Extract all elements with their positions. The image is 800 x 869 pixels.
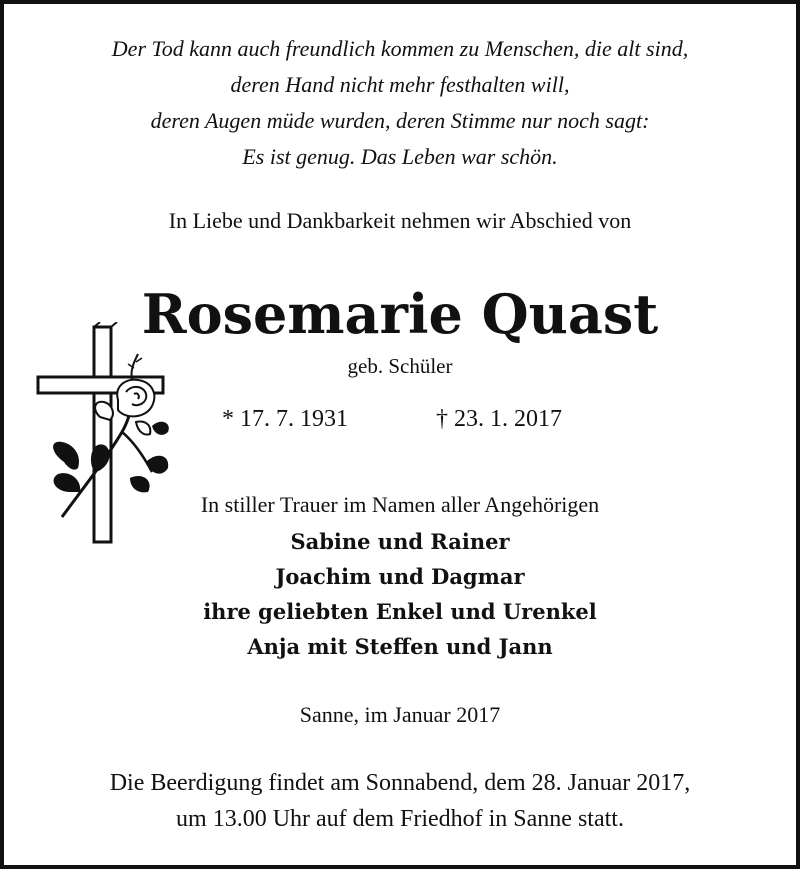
place-and-date: Sanne, im Januar 2017 <box>299 702 501 727</box>
funeral-info-line-1: Die Beerdigung findet am Sonnabend, dem 28. Januar 2017, <box>109 770 691 796</box>
funeral-info-line-2: um 13.00 Uhr auf dem Friedhof in Sanne statt. <box>176 806 624 832</box>
birth-date: * 17. 7. 1931 <box>222 406 348 432</box>
poem-line-3: deren Augen müde wurden, deren Stimme nur noch sagt: <box>150 108 650 133</box>
family-line-4: Anja mit Steffen und Jann <box>247 634 553 659</box>
poem-line-2: deren Hand nicht mehr festhalten will, <box>230 72 570 97</box>
family-line-3: ihre geliebten Enkel und Urenkel <box>203 599 597 624</box>
poem-line-4: Es ist genug. Das Leben war schön. <box>242 144 558 169</box>
mourning-line: In stiller Trauer im Namen aller Angehörigen <box>200 492 600 517</box>
death-date: † 23. 1. 2017 <box>436 406 562 432</box>
deceased-name: Rosemarie Quast <box>141 282 659 346</box>
maiden-name: geb. Schüler <box>347 354 453 378</box>
family-line-2: Joachim und Dagmar <box>275 564 525 589</box>
farewell-intro: In Liebe und Dankbarkeit nehmen wir Abschied von <box>168 208 632 233</box>
family-line-1: Sabine und Rainer <box>290 529 510 554</box>
poem-line-1: Der Tod kann auch freundlich kommen zu Menschen, die alt sind, <box>111 36 689 61</box>
